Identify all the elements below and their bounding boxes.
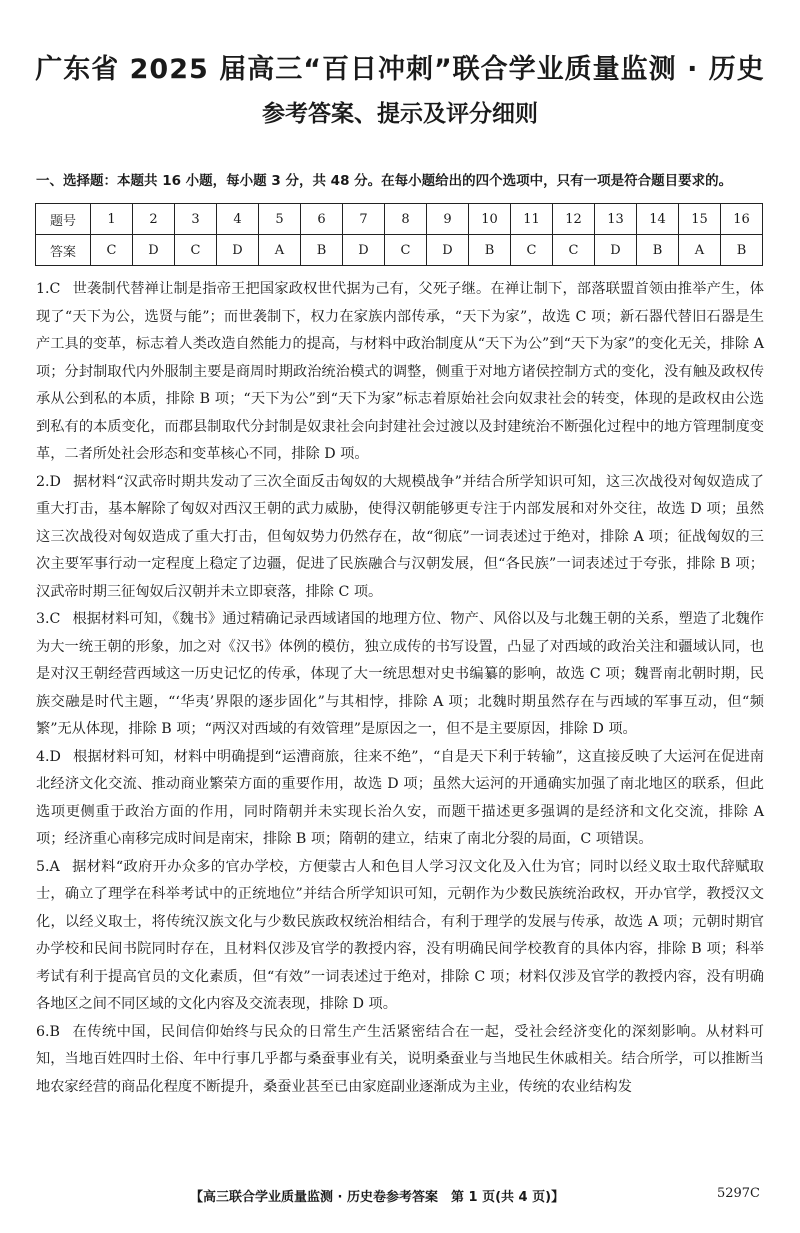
- footer-caption: 【高三联合学业质量监测 · 历史卷参考答案 第 1 页(共 4 页)】: [190, 1190, 565, 1205]
- table-cell-answer: D: [595, 235, 637, 266]
- page-footer: [0, 1180, 800, 1210]
- table-cell-number: 5: [259, 204, 301, 235]
- table-cell-answer: A: [259, 235, 301, 266]
- answer-table: [35, 203, 763, 266]
- explanation-item: [36, 1019, 764, 1102]
- item-number: 4.: [36, 748, 50, 765]
- answer-table-number-row: [36, 204, 763, 235]
- item-answer: C: [49, 281, 61, 297]
- page-title: 广东省 2025 届高三“百日冲刺”联合学业质量监测 · 历史: [35, 54, 765, 85]
- table-cell-number: 7: [343, 204, 385, 235]
- section-heading: 一、选择题：本题共 16 小题，每小题 3 分，共 48 分。在每小题给出的四个选项中，只有一项是符合题目要求的。: [36, 173, 733, 189]
- table-cell-number: 11: [511, 204, 553, 235]
- table-cell-number: 15: [679, 204, 721, 235]
- item-number: 1.: [36, 281, 50, 297]
- table-cell-number: 12: [553, 204, 595, 235]
- table-cell-answer: B: [721, 235, 763, 266]
- table-cell-number: 4: [217, 204, 259, 235]
- table-cell-number: 9: [427, 204, 469, 235]
- table-cell-number: 2: [133, 204, 175, 235]
- table-cell-number: 1: [91, 204, 133, 235]
- page-subtitle: 参考答案、提示及评分细则: [262, 101, 538, 127]
- table-cell-answer: C: [511, 235, 553, 266]
- footer-code: 5297C: [716, 1186, 760, 1201]
- explanations: [36, 276, 764, 1101]
- item-text: 据材料“政府开办众多的官办学校，方便蒙古人和色目人学习汉文化及入仕为官；同时以经义取士取代辞赋取士，确立了理学在科举考试中的正统地位”并结合所学知识可知，元朝作为少数民族统治政权，开办官学，教授汉文化，以经义取士，将传统汉族文化与少数民族政权统治相结合，有利于理学的发展与传承，故选 A 项；元朝时期官办学校和民间书院同时存在，且材料仅涉及官学的教授内容，没有明确民间学校教育的具体内容，排除 B 项；科举考试有利于提高官员的文化素质，但“有效”一词表述过于绝对，排除 C 项；材料仅涉及官学的教授内容，没有明确各地区之间不同区域的文化内容及交流表现，排除 D 项。: [36, 858, 764, 1012]
- item-text: 据材料“汉武帝时期共发动了三次全面反击匈奴的大规模战争”并结合所学知识可知，这三次战役对匈奴造成了重大打击，基本解除了匈奴对西汉王朝的武力威胁，使得汉朝能够更专注于内部发展和对外交往，故选 D 项；虽然这三次战役对匈奴造成了重大打击，但匈奴势力仍然存在，故“彻底”一词表述过于绝对，排除 A 项；征战匈奴的三次主要军事行动一定程度上稳定了边疆，促进了民族融合与汉朝发展，但“各民族”一词表述过于夸张，排除 B 项；汉武帝时期三征匈奴后汉朝并未立即衰落，排除 C 项。: [36, 473, 764, 600]
- item-answer: B: [49, 1023, 60, 1040]
- table-cell-answer: D: [343, 235, 385, 266]
- table-cell-answer: B: [301, 235, 343, 266]
- answer-table-answer-row: [36, 235, 763, 266]
- table-row-label: 题号: [36, 204, 91, 235]
- explanation-item: [36, 854, 764, 1019]
- explanation-item: [36, 469, 764, 607]
- item-answer: C: [49, 611, 61, 627]
- item-answer: D: [49, 473, 61, 490]
- item-text: 在传统中国，民间信仰始终与民众的日常生产生活紧密结合在一起，受社会经济变化的深刻影响。从材料可知，当地百姓四时土俗、年中行事几乎都与桑蚕事业有关，说明桑蚕业与当地民生休戚相关。结合所学，可以推断当地农家经营的商品化程度不断提升，桑蚕业甚至已由家庭副业逐渐成为主业，传统的农业结构发: [36, 1023, 764, 1095]
- item-text: 根据材料可知，材料中明确提到“运漕商旅，往来不绝”，“自是天下利于转输”，这直接反映了大运河在促进南北经济文化交流、推动商业繁荣方面的重要作用，故选 D 项；虽然大运河的开通确实加强了南北地区的联系，但此选项更侧重于政治方面的作用，同时隋朝并未实现长治久安，而题干描述更多强调的是经济和文化交流，排除 A 项；经济重心南移完成时间是南宋，排除 B 项；隋朝的建立，结束了南北分裂的局面，C 项错误。: [36, 748, 764, 847]
- item-answer: A: [49, 858, 60, 875]
- explanation-item: [36, 744, 764, 854]
- item-text: 根据材料可知，《魏书》通过精确记录西域诸国的地理方位、物产、风俗以及与北魏王朝的关系，塑造了北魏作为大一统王朝的形象，加之对《汉书》体例的模仿，独立成传的书写设置，凸显了对西域的政治关注和疆域认同，也是对汉王朝经营西域这一历史记忆的传承，体现了大一统思想对史书编纂的影响，故选 C 项；魏晋南北朝时期，民族交融是时代主题，“‘华夷’界限的逐步固化”与其相悖，排除 A 项；北魏时期虽然存在与西域的军事互动，但“频繁”无从体现，排除 B 项；“两汉对西域的有效管理”是原因之一，但不是主要原因，排除 D 项。: [36, 611, 764, 737]
- table-cell-number: 16: [721, 204, 763, 235]
- item-number: 3.: [36, 611, 50, 627]
- table-cell-answer: D: [133, 235, 175, 266]
- table-row-label: 答案: [36, 235, 91, 266]
- table-cell-answer: A: [679, 235, 721, 266]
- table-cell-answer: C: [175, 235, 217, 266]
- table-cell-answer: C: [91, 235, 133, 266]
- table-cell-number: 13: [595, 204, 637, 235]
- item-text: 世袭制代替禅让制是指帝王把国家政权世代据为己有，父死子继。在禅让制下，部落联盟首领由推举产生，体现了“天下为公，选贤与能”；而世袭制下，权力在家族内部传承，“天下为家”，故选 C 项；新石器代替旧石器是生产工具的变革，标志着人类改造自然能力的提高，与材料中政治制度从“天下为公”到“天下为家”的变化无关，排除 A 项；分封制取代内外服制主要是商周时期政治统治模式的调整，侧重于对地方诸侯控制方式的变化，没有触及政权传承从公到私的本质，排除 B 项；“天下为公”到“天下为家”标志着原始社会向奴隶社会的转变，体现的是政权由公选到私有的本质变化，而郡县制取代分封制是奴隶社会向封建社会过渡以及封建统治不断强化过程中的地方管理制度变革，二者所处社会形态和变革核心不同，排除 D 项。: [36, 281, 764, 462]
- item-number: 5.: [36, 858, 50, 875]
- table-cell-number: 6: [301, 204, 343, 235]
- item-number: 6.: [36, 1023, 50, 1040]
- table-cell-number: 3: [175, 204, 217, 235]
- explanation-item: [36, 606, 764, 744]
- table-cell-answer: D: [427, 235, 469, 266]
- table-cell-answer: D: [217, 235, 259, 266]
- item-answer: D: [49, 748, 61, 765]
- table-cell-answer: C: [553, 235, 595, 266]
- table-cell-answer: C: [385, 235, 427, 266]
- table-cell-answer: B: [469, 235, 511, 266]
- table-cell-number: 10: [469, 204, 511, 235]
- explanation-item: [36, 276, 764, 469]
- item-number: 2.: [36, 473, 50, 490]
- table-cell-number: 14: [637, 204, 679, 235]
- table-cell-number: 8: [385, 204, 427, 235]
- table-cell-answer: B: [637, 235, 679, 266]
